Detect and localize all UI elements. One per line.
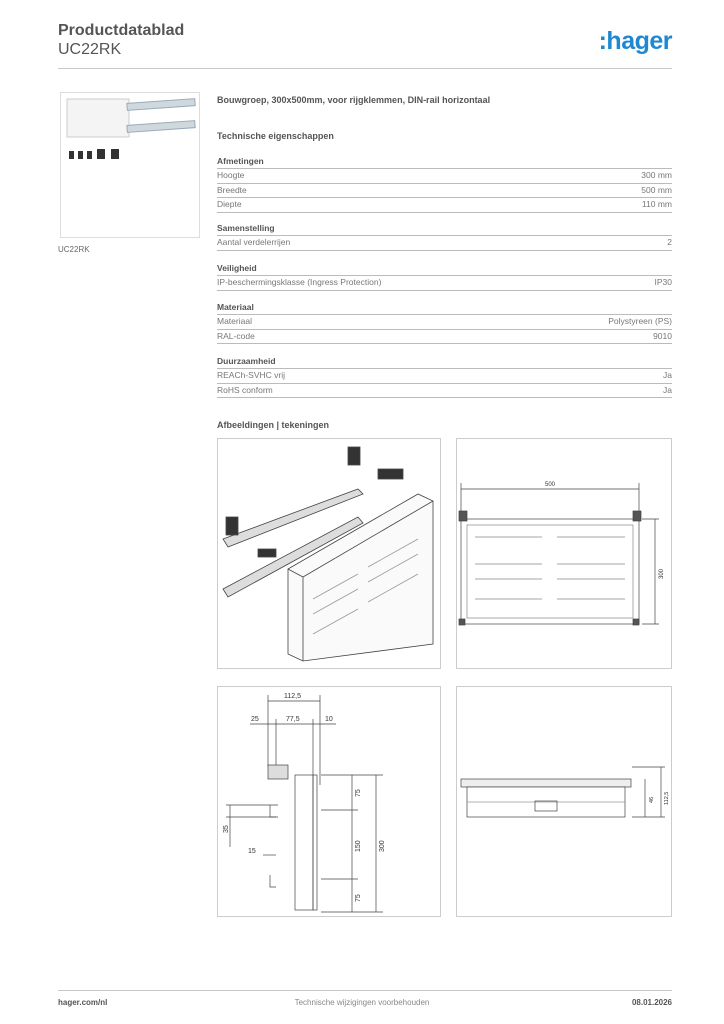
spec-row [217, 198, 672, 213]
spec-label: REACh-SVHC vrij [217, 370, 286, 380]
dim-height: 300 [659, 568, 665, 579]
spec-value: 300 mm [641, 170, 672, 180]
spec-value: Ja [663, 370, 672, 380]
spec-label: IP-beschermingsklasse (Ingress Protection) [217, 277, 382, 287]
front-view-drawing [456, 438, 672, 669]
spec-row [217, 384, 672, 399]
dim-h-bot: 75 [355, 894, 362, 902]
dim-rail-height: 35 [223, 825, 230, 833]
spec-value: Polystyreen (PS) [608, 316, 672, 326]
spec-label: RAL-code [217, 330, 255, 341]
spec-label: Hoogte [217, 170, 245, 180]
spec-label: Aantal verdelerrijen [217, 237, 291, 247]
spec-row [217, 236, 672, 251]
footer-website[interactable]: hager.com/nl [58, 998, 108, 1007]
dim-d1: 25 [251, 716, 259, 723]
dim-rail-width: 15 [248, 848, 256, 855]
spec-row [217, 184, 672, 199]
spec-value: 2 [667, 237, 672, 247]
spec-group-heading: Materiaal [217, 302, 672, 315]
spec-group-materiaal [217, 302, 672, 344]
footer-date: 08.01.2026 [631, 998, 672, 1007]
dim-depth: 112,5 [664, 791, 670, 805]
spec-value: Ja [663, 384, 672, 395]
spec-row [217, 369, 672, 384]
spec-group-heading: Afmetingen [217, 156, 672, 169]
spec-label: Materiaal [217, 316, 252, 326]
spec-group-veiligheid [217, 263, 672, 291]
side-view-drawing [217, 686, 441, 917]
product-image-label: UC22RK [58, 245, 90, 254]
spec-row [217, 330, 672, 345]
dim-d3: 10 [325, 716, 333, 723]
spec-value: 110 mm [641, 199, 672, 209]
specs-title: Technische eigenschappen [217, 131, 334, 141]
product-code: UC22RK [58, 41, 122, 58]
dim-inner: 46 [649, 796, 655, 803]
spec-row [217, 169, 672, 184]
dim-total-depth: 112,5 [284, 693, 301, 700]
dim-h-total: 300 [379, 840, 386, 852]
dim-h-mid: 150 [355, 840, 362, 852]
dim-d2: 77,5 [286, 716, 300, 723]
spec-row [217, 315, 672, 330]
spec-group-samenstelling [217, 223, 672, 251]
spec-label: RoHS conform [217, 384, 273, 395]
spec-group-heading: Duurzaamheid [217, 356, 672, 369]
spec-group-heading: Veiligheid [217, 263, 672, 276]
drawings-title: Afbeeldingen | tekeningen [217, 420, 330, 430]
footer-notice: Technische wijzigingen voorbehouden [294, 998, 430, 1007]
page-title: Productdatablad [58, 22, 185, 39]
isometric-drawing [217, 438, 441, 669]
product-description: Bouwgroep, 300x500mm, voor rijgklemmen, DIN-rail horizontaal [217, 95, 491, 105]
spec-row [217, 276, 672, 291]
spec-group-duurzaamheid [217, 356, 672, 398]
product-image [60, 92, 200, 238]
top-view-drawing [456, 686, 672, 917]
spec-value: 500 mm [641, 184, 672, 195]
spec-group-afmetingen [217, 156, 672, 213]
spec-label: Breedte [217, 184, 247, 195]
header-divider [58, 68, 672, 69]
hager-logo: :hager [598, 27, 672, 55]
spec-value: IP30 [654, 277, 672, 287]
spec-value: 9010 [653, 330, 672, 341]
spec-group-heading: Samenstelling [217, 223, 672, 236]
footer-divider [58, 990, 672, 991]
dim-h-top: 75 [355, 789, 362, 797]
dim-width: 500 [545, 482, 556, 488]
spec-label: Diepte [217, 199, 242, 209]
